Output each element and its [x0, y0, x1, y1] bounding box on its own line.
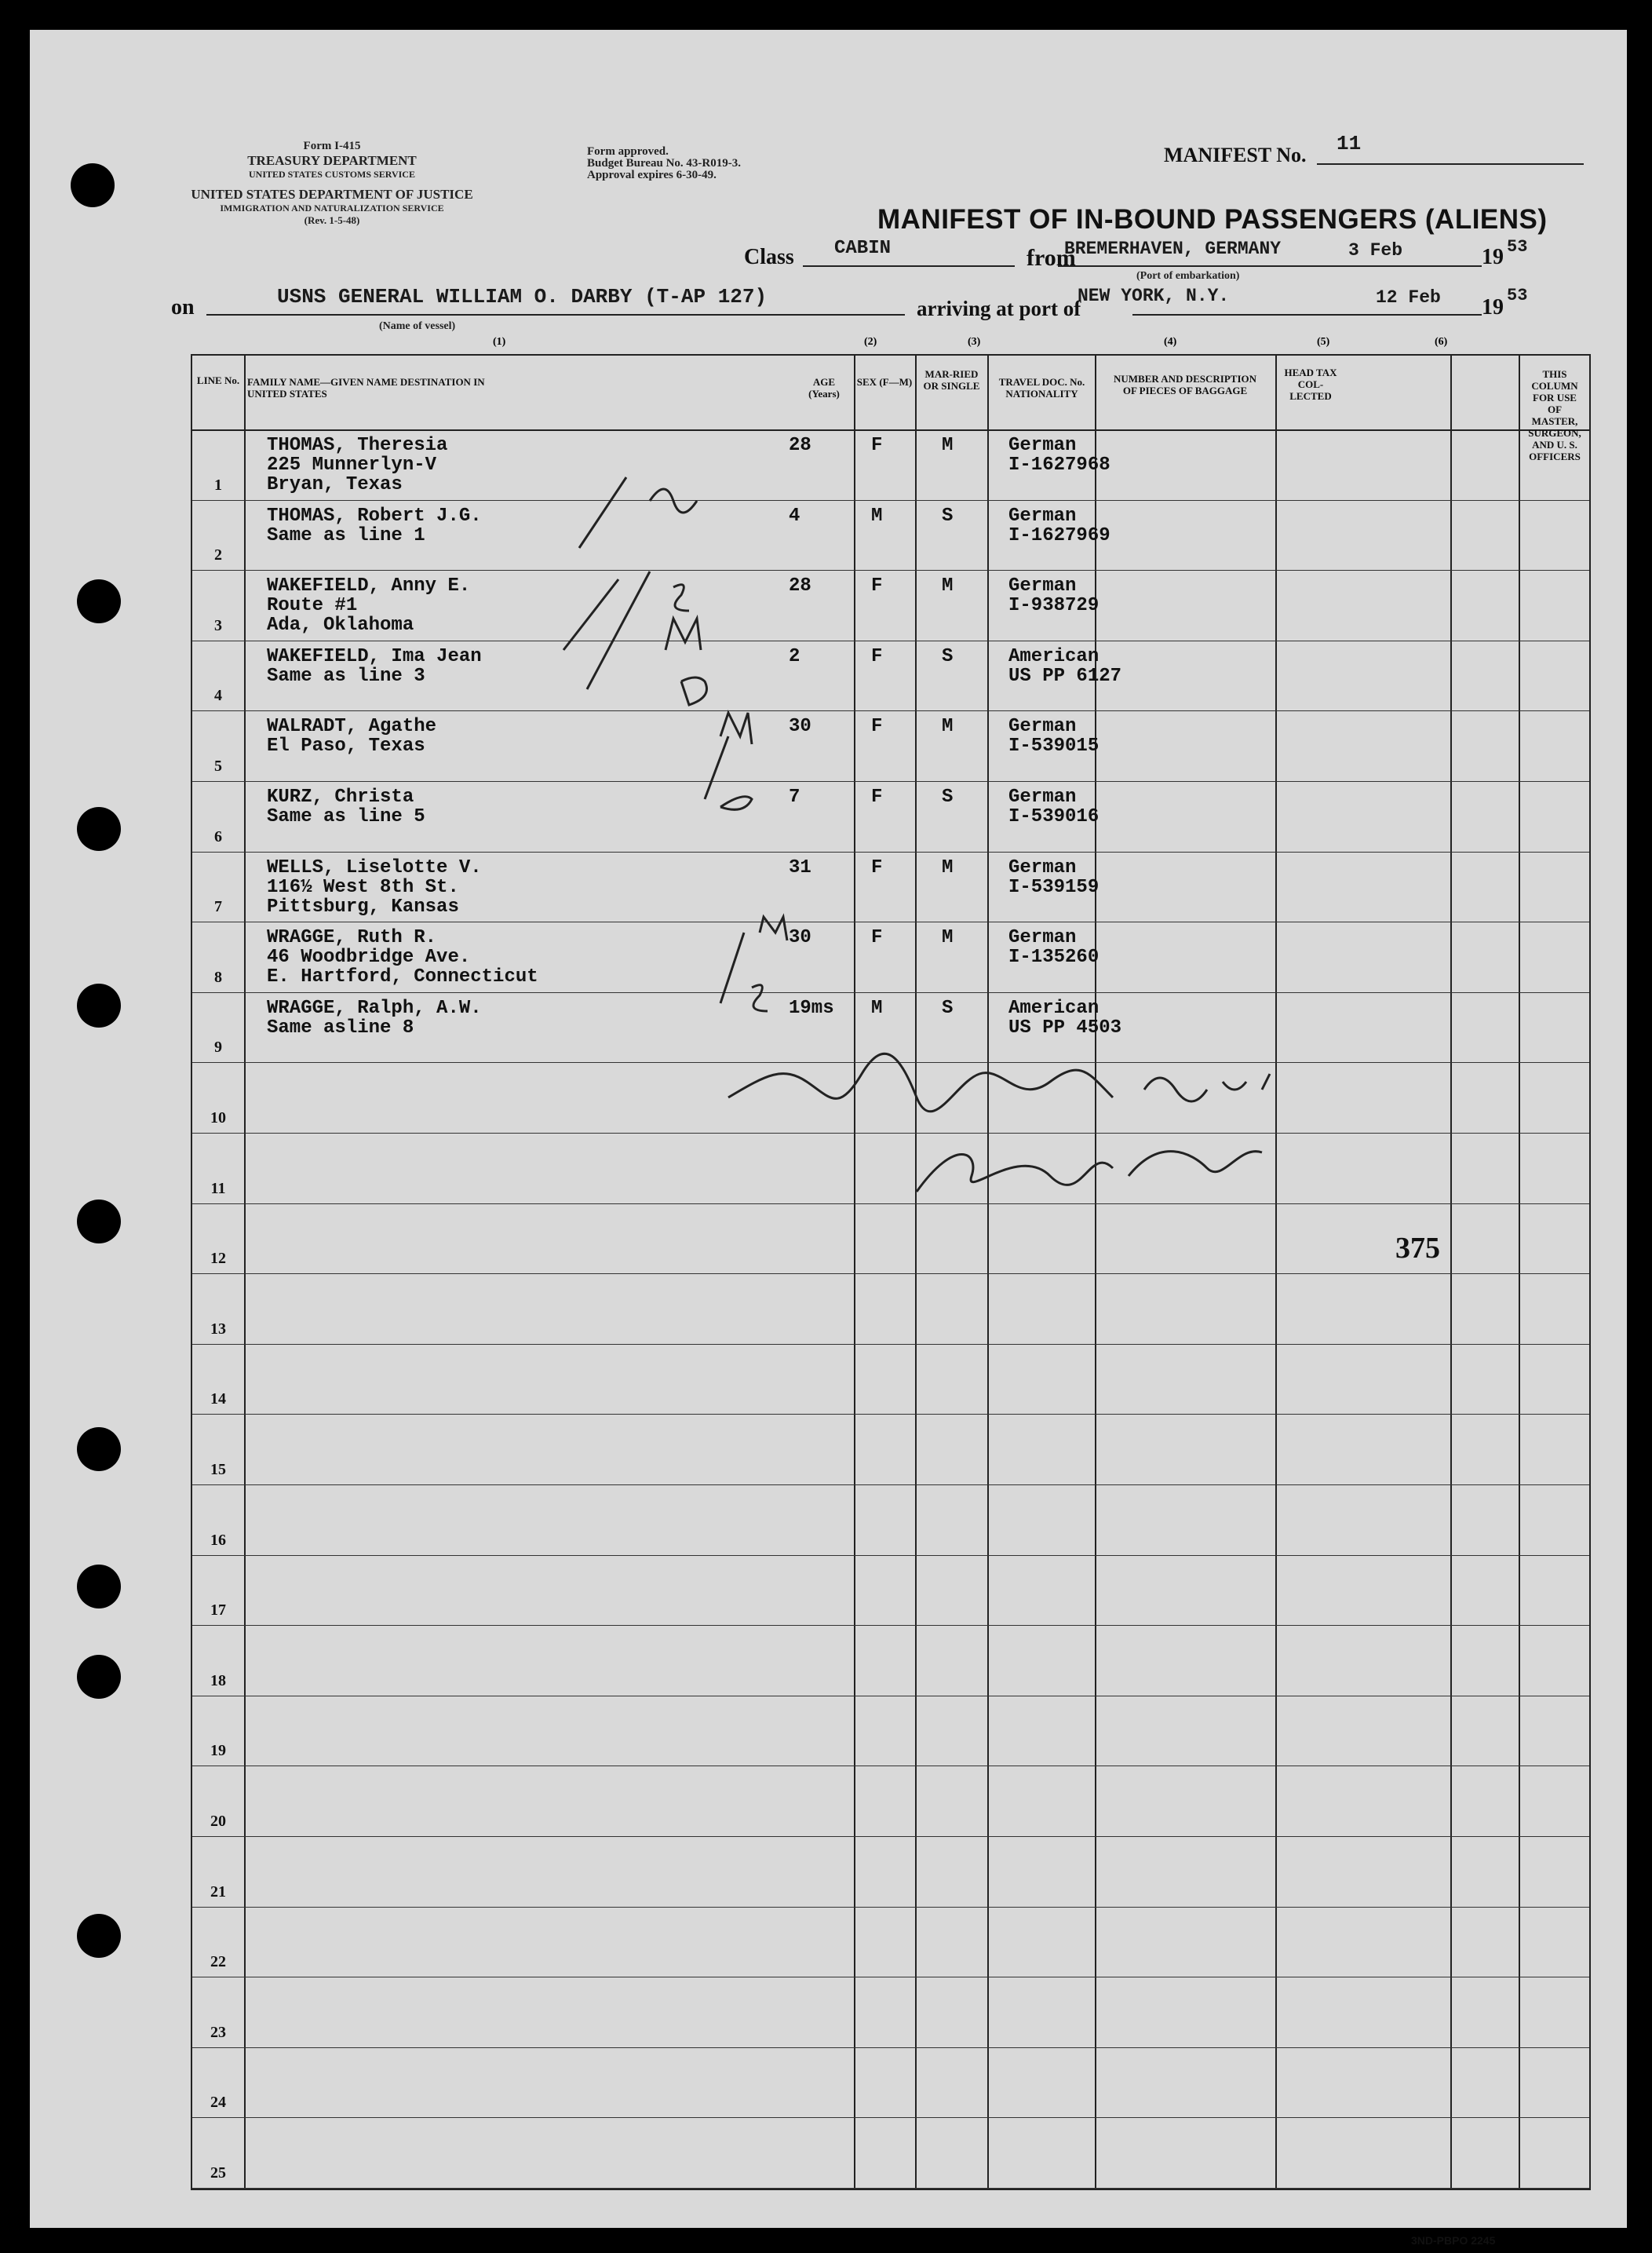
line-number: 5: [214, 758, 222, 775]
column-number-5: (5): [1317, 336, 1330, 348]
punch-hole: [77, 984, 121, 1028]
vessel-name: USNS GENERAL WILLIAM O. DARBY (T-AP 127): [277, 285, 768, 309]
manifest-number-label: MANIFEST No.: [1164, 144, 1307, 166]
punch-hole: [77, 1427, 121, 1471]
age: 19ms: [789, 997, 834, 1019]
row-divider: [192, 992, 1589, 993]
age: 30: [789, 927, 811, 949]
row-divider: [192, 1836, 1589, 1837]
sex: M: [871, 997, 883, 1019]
line-number: 10: [210, 1109, 226, 1126]
arrival-year: 53: [1507, 286, 1528, 305]
destination-line-1: 46 Woodbridge Ave.: [267, 947, 471, 969]
row-divider: [192, 1555, 1589, 1556]
line-number: 12: [210, 1250, 226, 1268]
arriving-label: arriving at port of: [917, 297, 1081, 320]
line-number: 14: [210, 1390, 226, 1408]
nationality: American: [1008, 645, 1100, 667]
line-number: 1: [214, 476, 222, 494]
approval-expires: Approval expires 6-30-49.: [587, 169, 717, 181]
nationality: German: [1008, 575, 1077, 597]
port-embarkation-caption: (Port of embarkation): [1136, 270, 1240, 282]
destination-line-1: 116½ West 8th St.: [267, 876, 459, 898]
age: 2: [789, 645, 800, 667]
vessel-caption: (Name of vessel): [379, 320, 456, 332]
destination-line-1: Same as line 3: [267, 665, 425, 687]
line-number: 7: [214, 898, 222, 916]
column-header-officers: THIS COLUMN FOR USE OF MASTER, SURGEON, AND U. S. OFFICERS: [1528, 368, 1581, 462]
class-value: CABIN: [834, 238, 892, 259]
row-divider: [192, 1625, 1589, 1626]
line-number: 17: [210, 1601, 226, 1619]
arrival-year-prefix: 19: [1482, 295, 1504, 320]
arrival-port: NEW YORK, N.Y.: [1078, 286, 1230, 306]
age: 31: [789, 856, 811, 878]
line-number: 21: [210, 1882, 226, 1901]
row-divider: [192, 500, 1589, 501]
destination-line-2: Pittsburg, Kansas: [267, 896, 459, 918]
form-approved: Form approved.: [587, 145, 669, 158]
column-header-sex: SEX (F—M): [856, 376, 913, 388]
ins: IMMIGRATION AND NATURALIZATION SERVICE: [220, 203, 444, 214]
class-label: Class: [744, 245, 794, 269]
travel-document: I-1627969: [1008, 524, 1110, 546]
destination-line-1: Route #1: [267, 595, 358, 617]
marital-status: M: [942, 435, 954, 456]
arrival-date: 12 Feb: [1376, 287, 1441, 308]
line-number: 20: [210, 1813, 226, 1830]
marital-status: S: [942, 505, 954, 527]
line-number: 15: [210, 1461, 226, 1478]
column-header-age: AGE (Years): [808, 376, 840, 400]
sex: F: [871, 435, 883, 456]
punch-hole: [71, 163, 115, 207]
treasury-department: TREASURY DEPARTMENT: [247, 153, 417, 168]
manifest-page: [30, 30, 1627, 2247]
from-label: from: [1027, 245, 1076, 271]
travel-document: US PP 6127: [1008, 665, 1122, 687]
punch-hole: [77, 1655, 121, 1699]
destination-line-1: Same as line 1: [267, 524, 425, 546]
passenger-name: WRAGGE, Ralph, A.W.: [267, 997, 482, 1019]
column-header-travel-doc: TRAVEL DOC. No. NATIONALITY: [998, 376, 1085, 400]
line-number: 9: [214, 1039, 222, 1057]
nationality: German: [1008, 435, 1077, 456]
line-number: 16: [210, 1531, 226, 1549]
age: 4: [789, 505, 800, 527]
punch-hole: [77, 807, 121, 851]
travel-document: I-539016: [1008, 806, 1100, 827]
travel-document: I-539159: [1008, 876, 1100, 898]
from-year: 53: [1507, 237, 1528, 257]
destination-line-2: E. Hartford, Connecticut: [267, 966, 538, 988]
handwritten-initials: [563, 454, 830, 1035]
marital-status: M: [942, 716, 954, 738]
page-title: MANIFEST OF IN-BOUND PASSENGERS (ALIENS): [877, 204, 1548, 235]
approval-block: [587, 146, 741, 181]
from-date: 3 Feb: [1348, 240, 1403, 261]
passenger-name: THOMAS, Robert J.G.: [267, 505, 482, 527]
row-divider: [192, 710, 1589, 711]
column-number-2: (2): [864, 336, 877, 348]
line-number: 6: [214, 827, 222, 845]
age: 28: [789, 435, 811, 456]
row-divider: [192, 1484, 1589, 1485]
travel-document: US PP 4503: [1008, 1017, 1122, 1039]
row-divider: [192, 1907, 1589, 1908]
line-number: 19: [210, 1742, 226, 1760]
line-number: 24: [210, 2094, 226, 2112]
passenger-name: WALRADT, Agathe: [267, 716, 437, 738]
row-divider: [192, 2047, 1589, 2048]
travel-document: I-135260: [1008, 947, 1100, 969]
travel-document: I-539015: [1008, 736, 1100, 758]
manifest-number: 11: [1337, 132, 1362, 155]
justice-department: UNITED STATES DEPARTMENT OF JUSTICE: [191, 187, 473, 202]
passenger-name: KURZ, Christa: [267, 787, 414, 808]
punch-hole: [77, 579, 121, 623]
marital-status: M: [942, 856, 954, 878]
passenger-name: WELLS, Liselotte V.: [267, 856, 482, 878]
punch-hole: [77, 1914, 121, 1958]
column-header-married: MAR-RIED OR SINGLE: [923, 368, 980, 392]
sex: M: [871, 505, 883, 527]
nationality: German: [1008, 787, 1077, 808]
nationality: German: [1008, 927, 1077, 949]
line-number: 8: [214, 968, 222, 986]
sex: F: [871, 716, 883, 738]
marital-status: M: [942, 575, 954, 597]
destination-line-1: 225 Munnerlyn-V: [267, 455, 437, 476]
footer-code: 3ND-PBPO 2245: [1411, 2234, 1496, 2247]
passenger-name: WRAGGE, Ruth R.: [267, 927, 437, 949]
row-divider: [192, 570, 1589, 571]
column-number-6: (6): [1435, 336, 1448, 348]
on-label: on: [171, 295, 195, 320]
nationality: American: [1008, 997, 1100, 1019]
line-number: 3: [214, 616, 222, 634]
destination-line-1: Same as line 5: [267, 806, 425, 827]
line-number: 11: [210, 1179, 226, 1197]
stamp-number: 375: [1395, 1232, 1440, 1265]
column-header-baggage: NUMBER AND DESCRIPTION OF PIECES OF BAGGAGE: [1113, 373, 1257, 396]
sex: F: [871, 787, 883, 808]
destination-line-2: Bryan, Texas: [267, 474, 403, 495]
destination-line-1: Same asline 8: [267, 1017, 414, 1039]
row-divider: [192, 2188, 1589, 2189]
nationality: German: [1008, 505, 1077, 527]
travel-document: I-938729: [1008, 595, 1100, 617]
revision: (Rev. 1-5-48): [304, 214, 360, 226]
row-divider: [192, 781, 1589, 782]
handwritten-signature: [720, 1043, 1427, 1223]
row-divider: [192, 852, 1589, 853]
line-number: 22: [210, 1953, 226, 1971]
marital-status: S: [942, 787, 954, 808]
sex: F: [871, 575, 883, 597]
punch-hole: [77, 1565, 121, 1609]
passenger-table: [191, 354, 1591, 2190]
marital-status: S: [942, 645, 954, 667]
column-header-head-tax: HEAD TAX COL-LECTED: [1284, 367, 1337, 402]
column-number-1: (1): [493, 336, 506, 348]
destination-line-2: Ada, Oklahoma: [267, 615, 414, 637]
column-number-4: (4): [1164, 336, 1177, 348]
passenger-name: WAKEFIELD, Ima Jean: [267, 645, 482, 667]
from-port: BREMERHAVEN, GERMANY: [1064, 239, 1282, 259]
sex: F: [871, 927, 883, 949]
age: 28: [789, 575, 811, 597]
line-number: 25: [210, 2164, 226, 2182]
travel-document: I-1627968: [1008, 455, 1110, 476]
agency-block: [167, 140, 497, 227]
row-divider: [192, 1344, 1589, 1345]
passenger-name: WAKEFIELD, Anny E.: [267, 575, 471, 597]
nationality: German: [1008, 856, 1077, 878]
column-number-3: (3): [968, 336, 981, 348]
from-year-prefix: 19: [1482, 245, 1504, 269]
line-number: 2: [214, 546, 222, 564]
passenger-name: THOMAS, Theresia: [267, 435, 448, 456]
column-header-name: FAMILY NAME—GIVEN NAME DESTINATION IN UNITED STATES: [247, 376, 485, 400]
age: 7: [789, 787, 800, 808]
budget-bureau: Budget Bureau No. 43-R019-3.: [587, 157, 741, 170]
nationality: German: [1008, 716, 1077, 738]
row-divider: [192, 2117, 1589, 2118]
sex: F: [871, 856, 883, 878]
line-number: 13: [210, 1320, 226, 1338]
line-number: 18: [210, 1671, 226, 1689]
row-divider: [192, 1273, 1589, 1274]
destination-line-1: El Paso, Texas: [267, 736, 425, 758]
line-number: 4: [214, 687, 222, 705]
marital-status: M: [942, 927, 954, 949]
column-header-line-no: LINE No.: [196, 374, 240, 386]
age: 30: [789, 716, 811, 738]
row-divider: [192, 1414, 1589, 1415]
customs-service: UNITED STATES CUSTOMS SERVICE: [249, 169, 415, 180]
line-number: 23: [210, 2023, 226, 2041]
form-number: Form I-415: [303, 140, 361, 152]
sex: F: [871, 645, 883, 667]
punch-hole: [77, 1200, 121, 1243]
marital-status: S: [942, 997, 954, 1019]
